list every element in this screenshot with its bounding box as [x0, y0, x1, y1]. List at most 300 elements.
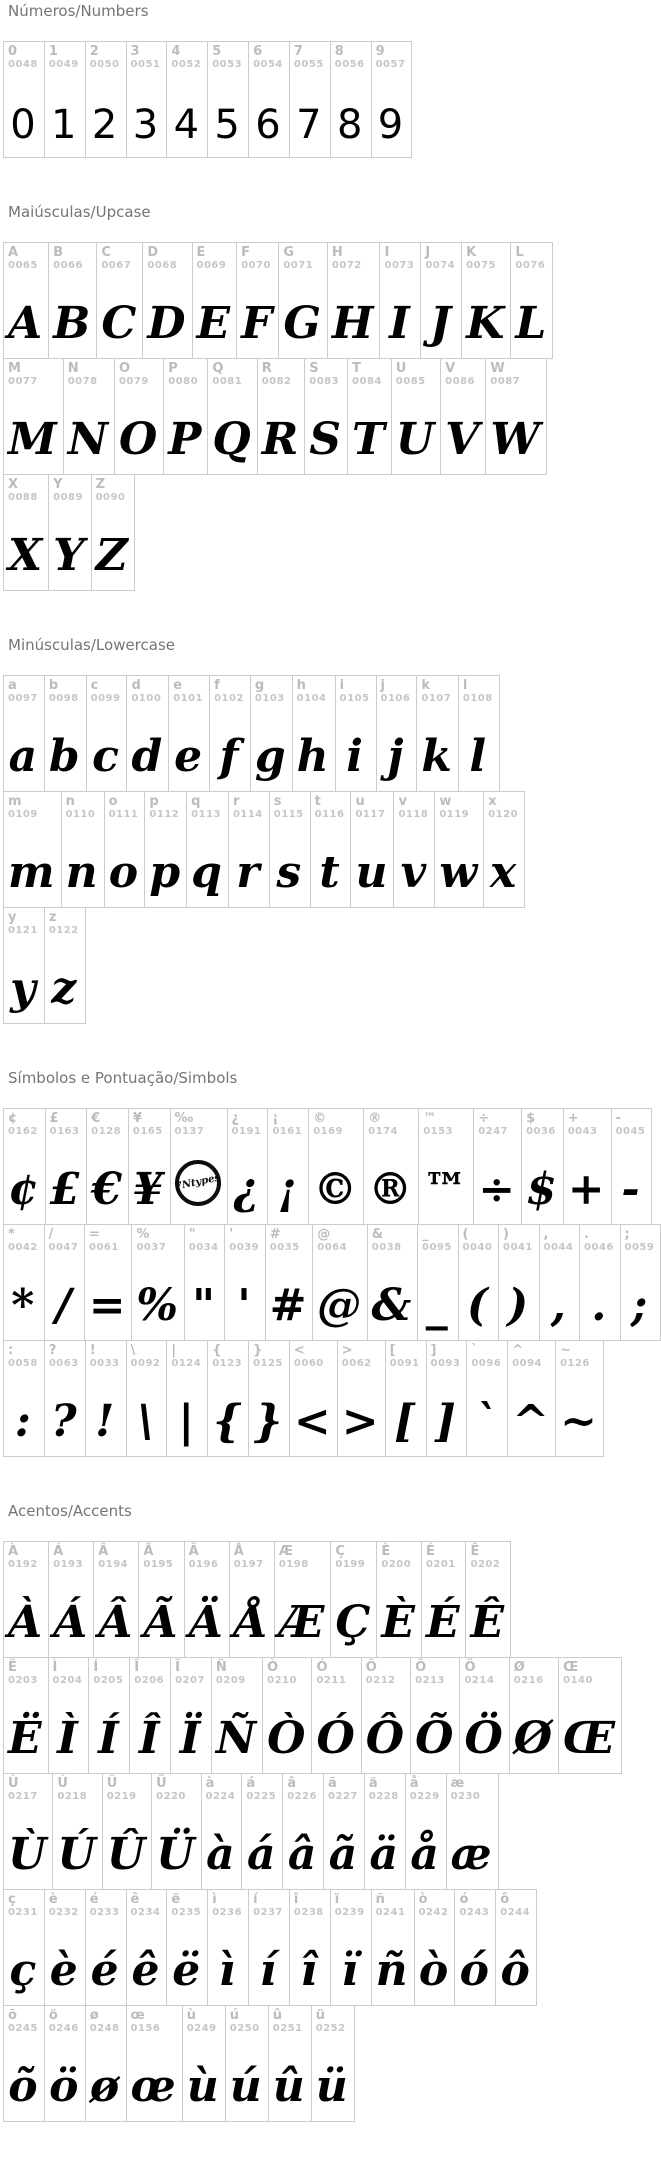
- glyph-cell: [579, 1224, 621, 1341]
- glyph-cell: [102, 1773, 152, 1890]
- glyph-cell: [611, 1108, 653, 1225]
- cell-ref-char: @: [317, 1227, 331, 1242]
- glyph-cell: [367, 1224, 418, 1341]
- cell-ref-char: ê: [130, 1892, 140, 1907]
- cell-unicode: 0072: [331, 260, 362, 271]
- cell-glyph: å: [410, 1829, 439, 1880]
- cell-ref-char: T: [352, 361, 361, 376]
- cell-ref-char: Á: [53, 1544, 64, 1559]
- cell-unicode: 0140: [563, 1675, 593, 1686]
- cell-unicode: 0228: [368, 1791, 399, 1802]
- cell-glyph: Y: [53, 530, 85, 581]
- cell-unicode: 0197: [233, 1559, 264, 1570]
- glyph-cell: [292, 675, 336, 792]
- section-title: Acentos/Accents: [8, 1502, 132, 1520]
- glyph-row: [3, 41, 661, 158]
- glyph-cell: [170, 1108, 228, 1225]
- cell-ref-char: è: [48, 1892, 58, 1907]
- glyph-cell: [391, 358, 441, 475]
- cell-glyph: œ: [130, 2061, 176, 2112]
- cell-glyph: ~: [560, 1396, 597, 1447]
- glyph-cell: [418, 1108, 474, 1225]
- cell-ref-char: O: [118, 361, 130, 376]
- cell-unicode: 0073: [384, 260, 415, 271]
- cell-ref-char: À: [8, 1544, 19, 1559]
- glyph-row: [3, 358, 661, 475]
- glyph-cell: [85, 41, 127, 158]
- cell-glyph: e: [174, 731, 203, 782]
- cell-unicode: 0056: [334, 59, 365, 70]
- cell-ref-char: K: [466, 245, 477, 260]
- cell-glyph: ): [507, 1280, 529, 1331]
- cell-unicode: 0055: [293, 59, 324, 70]
- cell-ref-char: d: [131, 678, 141, 693]
- cell-glyph: L: [515, 298, 547, 349]
- cell-unicode: 0058: [8, 1358, 38, 1369]
- glyph-cell: [350, 791, 394, 908]
- cell-unicode: 0226: [287, 1791, 318, 1802]
- cell-ref-char: î: [293, 1892, 299, 1907]
- glyph-cell: [405, 1773, 447, 1890]
- cell-unicode: 0075: [466, 260, 497, 271]
- cell-ref-char: A: [8, 245, 19, 260]
- glyph-cell: [52, 1773, 102, 1890]
- cell-glyph: -: [621, 1164, 640, 1215]
- cell-unicode: 0077: [8, 376, 38, 387]
- cell-ref-char: Ø: [513, 1660, 525, 1675]
- cell-unicode: 0209: [215, 1675, 246, 1686]
- cell-glyph: D: [147, 298, 186, 349]
- cell-ref-char: #: [269, 1227, 281, 1242]
- cell-ref-char: /: [48, 1227, 54, 1242]
- glyph-cell: [126, 1889, 168, 2006]
- glyph-cell: [3, 1224, 45, 1341]
- glyph-cell: [126, 41, 168, 158]
- glyph-cell: [330, 41, 372, 158]
- cell-unicode: 0062: [341, 1358, 372, 1369]
- glyph-cell: [440, 358, 486, 475]
- cell-glyph: *: [11, 1280, 35, 1331]
- cell-unicode: 0174: [368, 1126, 399, 1137]
- cell-glyph: ï: [341, 1945, 359, 1996]
- cell-unicode: 0040: [462, 1242, 493, 1253]
- glyph-cell: [510, 242, 553, 359]
- cell-glyph: 8: [336, 102, 363, 148]
- cell-unicode: 0097: [8, 693, 38, 704]
- cell-unicode: 0193: [53, 1559, 83, 1570]
- cell-ref-char: 1: [48, 44, 58, 59]
- cell-unicode: 0117: [355, 809, 386, 820]
- glyph-cell: [498, 1224, 540, 1341]
- cell-ref-char: r: [232, 794, 240, 809]
- glyph-cell: [393, 791, 435, 908]
- glyph-cell: [563, 1108, 612, 1225]
- cell-unicode: 0211: [316, 1675, 347, 1686]
- cell-ref-char: Ä: [188, 1544, 199, 1559]
- cell-glyph: Á: [53, 1597, 88, 1648]
- glyph-cell: [96, 242, 143, 359]
- cell-ref-char: 7: [293, 44, 303, 59]
- cell-glyph: Q: [212, 414, 251, 465]
- glyph-cell: [473, 1108, 522, 1225]
- cell-glyph: `: [475, 1396, 498, 1447]
- cell-unicode: 0044: [543, 1242, 574, 1253]
- cell-unicode: 0212: [365, 1675, 396, 1686]
- cell-ref-char: ¡: [272, 1111, 279, 1126]
- cell-unicode: 0049: [48, 59, 79, 70]
- cell-glyph: ú: [229, 2061, 262, 2112]
- cell-ref-char: .: [584, 1227, 589, 1242]
- cell-ref-char: -: [615, 1111, 621, 1126]
- cell-glyph: Ø: [513, 1713, 553, 1764]
- glyph-cell: [207, 1889, 249, 2006]
- cell-glyph: £: [49, 1164, 81, 1215]
- cell-unicode: 0163: [49, 1126, 80, 1137]
- cell-glyph: j: [387, 731, 404, 782]
- cell-glyph: ': [237, 1280, 251, 1331]
- cell-unicode: 0235: [171, 1907, 202, 1918]
- cell-glyph: @: [316, 1280, 361, 1331]
- cell-ref-char: ì: [212, 1892, 217, 1907]
- glyph-cell: [91, 474, 135, 591]
- cell-ref-char: æ: [450, 1776, 465, 1791]
- cell-ref-char: ‰: [174, 1111, 194, 1126]
- glyph-cell: [330, 1541, 377, 1658]
- cell-unicode: 0092: [130, 1358, 161, 1369]
- cell-unicode: 0048: [8, 59, 38, 70]
- cell-unicode: 0100: [131, 693, 162, 704]
- cell-glyph: 1: [51, 102, 77, 148]
- cell-glyph: /: [55, 1280, 72, 1331]
- section-uppercase: [3, 203, 661, 591]
- cell-glyph: $: [526, 1164, 557, 1215]
- cell-glyph: Å: [233, 1597, 268, 1648]
- cell-unicode: 0232: [48, 1907, 79, 1918]
- cell-unicode: 0195: [143, 1559, 174, 1570]
- cell-unicode: 0033: [89, 1358, 120, 1369]
- cell-glyph: î: [300, 1945, 318, 1996]
- glyph-cell: [166, 1340, 208, 1457]
- glyph-cell: [458, 1224, 500, 1341]
- cell-unicode: 0036: [526, 1126, 556, 1137]
- cell-glyph: W: [490, 414, 540, 465]
- cell-unicode: 0125: [253, 1358, 283, 1369]
- cell-glyph: 2: [91, 102, 118, 148]
- glyph-cell: [86, 1108, 129, 1225]
- glyph-cell: [304, 358, 348, 475]
- cell-ref-char: J: [425, 245, 431, 260]
- cell-unicode: 0202: [470, 1559, 501, 1570]
- cell-glyph: ó: [459, 1945, 490, 1996]
- glyph-cell: [126, 2005, 183, 2122]
- cell-ref-char: Y: [53, 477, 63, 492]
- cell-ref-char: s: [273, 794, 282, 809]
- cell-unicode: 0112: [149, 809, 180, 820]
- cell-glyph: ù: [186, 2061, 219, 2112]
- cell-unicode: 0088: [8, 492, 38, 503]
- cell-ref-char: t: [314, 794, 321, 809]
- glyph-cell: [446, 1773, 499, 1890]
- cell-glyph: ô: [500, 1945, 530, 1996]
- cell-glyph: Ò: [267, 1713, 306, 1764]
- glyph-cell: [86, 675, 128, 792]
- cell-ref-char: 0: [8, 44, 18, 59]
- cell-ref-char: Î: [134, 1660, 140, 1675]
- cell-glyph: =: [88, 1280, 126, 1331]
- glyph-cell: [186, 791, 229, 908]
- cell-ref-char: (: [462, 1227, 469, 1242]
- cell-glyph: R: [261, 414, 299, 465]
- cell-glyph: ø: [89, 2061, 120, 2112]
- cell-ref-char: l: [462, 678, 468, 693]
- cell-glyph: û: [272, 2061, 305, 2112]
- cell-unicode: 0237: [253, 1907, 283, 1918]
- glyph-cell: [466, 1340, 508, 1457]
- cell-unicode: 0225: [246, 1791, 277, 1802]
- glyph-cell: [192, 242, 238, 359]
- glyph-cell: [248, 41, 290, 158]
- glyph-cell: [44, 907, 86, 1024]
- glyph-cell: [44, 41, 86, 158]
- cell-glyph: d: [131, 731, 163, 782]
- cell-ref-char: à: [205, 1776, 215, 1791]
- cell-glyph: t: [319, 847, 340, 898]
- glyph-cell: [104, 791, 146, 908]
- cell-unicode: 0216: [513, 1675, 544, 1686]
- cell-ref-char: Í: [93, 1660, 99, 1675]
- section-accents: [3, 1502, 661, 2122]
- cell-ref-char: ü: [315, 2008, 326, 2023]
- cell-unicode: 0201: [425, 1559, 456, 1570]
- cell-unicode: 0191: [231, 1126, 262, 1137]
- cell-unicode: 0198: [278, 1559, 309, 1570]
- cell-glyph: Â: [98, 1597, 133, 1648]
- glyph-cell: [3, 2005, 45, 2122]
- glyph-cell: [521, 1108, 564, 1225]
- cell-ref-char: ¿: [231, 1111, 240, 1126]
- cell-unicode: 0243: [459, 1907, 490, 1918]
- cell-ref-char: p: [149, 794, 159, 809]
- glyph-cell: [142, 242, 192, 359]
- cell-unicode: 0053: [212, 59, 243, 70]
- cell-glyph: C: [101, 298, 137, 349]
- cell-glyph: g: [254, 731, 286, 782]
- cell-glyph: m: [8, 847, 55, 898]
- cell-ref-char: é: [89, 1892, 99, 1907]
- cell-unicode: 0123: [212, 1358, 243, 1369]
- glyph-cell: [207, 1340, 249, 1457]
- cell-glyph: Ã: [143, 1597, 178, 1648]
- cell-ref-char: m: [8, 794, 22, 809]
- cell-ref-char: 6: [253, 44, 263, 59]
- glyph-cell: [3, 907, 45, 1024]
- cell-unicode: 0066: [53, 260, 83, 271]
- cell-glyph: Ñ: [215, 1713, 257, 1764]
- cell-glyph: k: [421, 731, 452, 782]
- cell-unicode: 0247: [478, 1126, 509, 1137]
- cell-ref-char: S: [309, 361, 319, 376]
- glyph-cell: [128, 1108, 171, 1225]
- cell-glyph: á: [247, 1829, 276, 1880]
- glyph-cell: [465, 1541, 511, 1658]
- cell-unicode: 0234: [130, 1907, 161, 1918]
- cell-unicode: 0096: [471, 1358, 502, 1369]
- cell-unicode: 0203: [8, 1675, 38, 1686]
- cell-ref-char: W: [490, 361, 505, 376]
- cell-glyph: w: [439, 847, 478, 898]
- glyph-cell: [434, 791, 484, 908]
- cell-ref-char: c: [90, 678, 99, 693]
- cell-glyph: ¡: [277, 1164, 297, 1215]
- cell-glyph: x: [490, 847, 517, 898]
- cell-unicode: 0094: [512, 1358, 543, 1369]
- cell-ref-char: Ï: [175, 1660, 180, 1675]
- glyph-cell: [144, 791, 187, 908]
- cell-glyph: Ù: [8, 1829, 47, 1880]
- cell-ref-char: ]: [430, 1343, 437, 1358]
- cell-unicode: 0034: [188, 1242, 219, 1253]
- glyph-cell: [257, 358, 306, 475]
- cell-glyph: Ü: [156, 1829, 195, 1880]
- cell-ref-char: :: [8, 1343, 14, 1358]
- cell-ref-char: >: [341, 1343, 353, 1358]
- cell-ref-char: N: [67, 361, 79, 376]
- cell-glyph: s: [276, 847, 302, 898]
- cell-glyph: ÷: [478, 1164, 516, 1215]
- cell-glyph: ,: [550, 1280, 566, 1331]
- cell-glyph: Œ: [563, 1713, 616, 1764]
- glyph-cell: [48, 1657, 90, 1774]
- glyph-cell: [207, 358, 257, 475]
- cell-ref-char: L: [515, 245, 524, 260]
- glyph-cell: [3, 1657, 49, 1774]
- glyph-cell: [45, 1108, 88, 1225]
- cell-glyph: ñ: [375, 1945, 408, 1996]
- glyph-cell: [166, 41, 208, 158]
- cell-unicode: 0238: [293, 1907, 324, 1918]
- cell-ref-char: f: [214, 678, 220, 693]
- cell-unicode: 0242: [418, 1907, 449, 1918]
- cell-unicode: 0137: [174, 1126, 205, 1137]
- cell-glyph: O: [118, 414, 158, 465]
- cell-glyph: p: [149, 847, 181, 898]
- cell-ref-char: u: [355, 794, 365, 809]
- cell-unicode: 0098: [48, 693, 79, 704]
- cell-unicode: 0218: [57, 1791, 88, 1802]
- cell-glyph: 7: [296, 102, 322, 148]
- cell-ref-char: H: [331, 245, 343, 260]
- cell-ref-char: â: [287, 1776, 296, 1791]
- cell-glyph: í: [259, 1945, 277, 1996]
- section-title: Símbolos e Pontuação/Simbols: [8, 1069, 238, 1087]
- cell-ref-char: Æ: [278, 1544, 293, 1559]
- cell-unicode: 0111: [108, 809, 139, 820]
- cell-glyph: ë: [172, 1945, 201, 1996]
- cell-ref-char: ö: [48, 2008, 58, 2023]
- cell-unicode: 0250: [229, 2023, 260, 2034]
- cell-unicode: 0084: [352, 376, 382, 387]
- cell-ref-char: ,: [543, 1227, 549, 1242]
- cell-unicode: 0061: [89, 1242, 119, 1253]
- glyph-cell: [414, 1889, 456, 2006]
- cell-unicode: 0213: [415, 1675, 445, 1686]
- glyph-cell: [85, 1340, 127, 1457]
- cell-ref-char: Ù: [8, 1776, 19, 1791]
- cell-glyph: o: [108, 847, 139, 898]
- cell-unicode: 0210: [267, 1675, 297, 1686]
- cell-unicode: 0087: [490, 376, 521, 387]
- cell-ref-char: ™: [423, 1111, 437, 1126]
- glyph-cell: [85, 2005, 127, 2122]
- cell-ref-char: 8: [334, 44, 344, 59]
- cell-glyph: E: [196, 298, 231, 349]
- glyph-cell: [426, 1340, 468, 1457]
- cell-glyph: h: [296, 731, 329, 782]
- glyph-cell: [262, 1657, 312, 1774]
- cell-glyph: [: [394, 1396, 415, 1447]
- cell-glyph: Ï: [179, 1713, 201, 1764]
- cell-ref-char: v: [398, 794, 407, 809]
- cell-ref-char: b: [48, 678, 59, 693]
- cell-unicode: 0099: [90, 693, 121, 704]
- cell-glyph: ì: [218, 1945, 236, 1996]
- cell-glyph: 9: [377, 102, 404, 148]
- cell-ref-char: w: [439, 794, 452, 809]
- section-symbols: [3, 1069, 661, 1457]
- glyph-cell: [268, 2005, 312, 2122]
- cell-ref-char: Œ: [563, 1660, 579, 1675]
- cell-unicode: 0078: [67, 376, 98, 387]
- cell-unicode: 0251: [272, 2023, 303, 2034]
- glyph-cell: [483, 791, 525, 908]
- glyph-cell: [3, 242, 49, 359]
- cell-unicode: 0231: [8, 1907, 38, 1918]
- cell-glyph: ê: [131, 1945, 160, 1996]
- cell-glyph: ¢: [8, 1164, 39, 1215]
- cell-ref-char: ÷: [478, 1111, 490, 1126]
- cell-ref-char: 9: [375, 44, 385, 59]
- glyph-cell: [44, 1340, 86, 1457]
- cell-unicode: 0065: [8, 260, 38, 271]
- cell-ref-char: ?: [48, 1343, 57, 1358]
- glyph-cell: [168, 675, 210, 792]
- cell-ref-char: Ô: [365, 1660, 377, 1675]
- glyph-cell: [417, 1224, 459, 1341]
- cell-glyph: É: [425, 1597, 460, 1648]
- glyph-cell: [274, 1541, 332, 1658]
- cell-ref-char: 2: [89, 44, 99, 59]
- cell-ref-char: ^: [512, 1343, 524, 1358]
- cell-ref-char: G: [283, 245, 294, 260]
- cell-ref-char: ø: [89, 2008, 99, 2023]
- glyph-cell: [44, 1224, 86, 1341]
- cell-unicode: 0080: [168, 376, 199, 387]
- glyph-cell: [44, 675, 87, 792]
- cell-unicode: 0161: [272, 1126, 303, 1137]
- cell-unicode: 0194: [98, 1559, 129, 1570]
- cell-unicode: 0068: [147, 260, 178, 271]
- glyph-cell: [182, 2005, 226, 2122]
- cell-unicode: 0199: [335, 1559, 366, 1570]
- glyph-cell: [44, 2005, 86, 2122]
- cell-glyph: Ç: [335, 1597, 371, 1648]
- cell-ref-char: h: [296, 678, 306, 693]
- cell-glyph: }: [253, 1396, 283, 1447]
- cell-unicode: 0249: [186, 2023, 217, 2034]
- cell-ref-char: &: [371, 1227, 384, 1242]
- glyph-cell: [420, 242, 462, 359]
- glyph-cell: [3, 791, 62, 908]
